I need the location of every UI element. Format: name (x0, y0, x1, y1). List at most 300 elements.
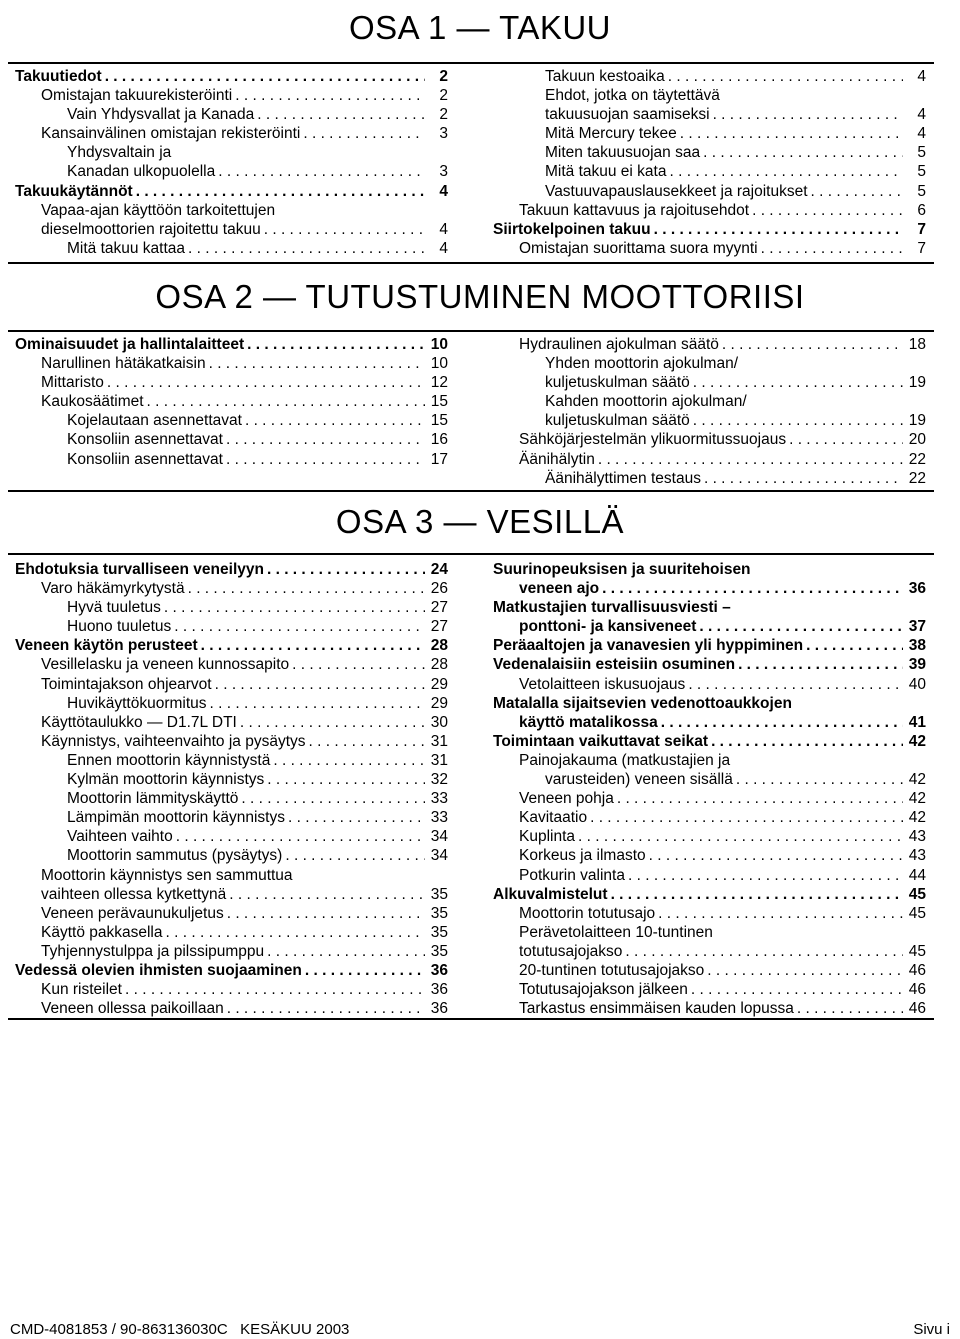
section-3-bottom-rule (8, 1018, 934, 1020)
toc-entry[interactable] (15, 923, 448, 942)
toc-entry-page: 4 (439, 220, 448, 238)
toc-entry-page: 34 (430, 847, 448, 865)
section-3-top-rule (8, 553, 934, 555)
toc-entry-page: 4 (917, 106, 926, 124)
toc-entry-title: Alkuvalmistelut (493, 885, 608, 903)
toc-entry[interactable] (493, 430, 926, 449)
toc-entry-title: Moottorin käynnistys sen sammuttua (41, 866, 293, 884)
toc-dot-leader (602, 579, 903, 598)
toc-dot-leader (654, 220, 903, 239)
toc-entry-title: Vedenalaisiin esteisiin osuminen (493, 656, 736, 674)
toc-entry-title: Korkeus ja ilmasto (519, 847, 646, 865)
toc-entry-title: Mitä Mercury tekee (545, 125, 677, 143)
toc-entry-page: 36 (430, 961, 448, 979)
toc-entry[interactable] (493, 392, 926, 411)
toc-entry-page: 22 (908, 469, 926, 487)
toc-entry-title: Ominaisuudet ja hallintalaitteet (15, 336, 245, 353)
toc-entry-page: 36 (430, 1000, 448, 1018)
toc-dot-leader (105, 67, 425, 86)
toc-entry[interactable] (493, 86, 926, 105)
toc-dot-leader (188, 239, 425, 258)
toc-dot-leader (227, 904, 425, 923)
toc-entry[interactable] (15, 942, 448, 961)
toc-entry-title: takuusuojan saamiseksi (545, 106, 710, 124)
toc-entry-title: Kavitaatio (519, 809, 588, 827)
toc-dot-leader (789, 430, 903, 449)
toc-entry-title: totutusajojakso (519, 942, 623, 960)
toc-entry-title: kuljetuskulman säätö (545, 374, 690, 392)
toc-entry[interactable] (15, 392, 448, 411)
toc-entry-page: 40 (908, 675, 926, 693)
toc-dot-leader (688, 675, 903, 694)
toc-entry[interactable] (493, 713, 926, 732)
toc-dot-leader (806, 636, 903, 655)
toc-entry-title: Veneen pohja (519, 790, 614, 808)
toc-entry[interactable] (493, 579, 926, 598)
toc-entry[interactable] (15, 617, 448, 636)
toc-entry[interactable] (15, 143, 448, 162)
toc-entry-title: Moottorin totutusajo (519, 904, 656, 922)
toc-entry-page: 43 (908, 828, 926, 846)
toc-entry-title: Peräaaltojen ja vanavesien yli hyppiminen (493, 637, 804, 655)
toc-entry[interactable] (493, 808, 926, 827)
toc-entry[interactable] (493, 373, 926, 392)
toc-entry-page: 5 (917, 182, 926, 200)
toc-entry[interactable] (493, 980, 926, 999)
toc-entry[interactable] (493, 827, 926, 846)
toc-entry-page: 30 (430, 713, 448, 731)
toc-dot-leader (267, 560, 425, 579)
toc-entry-page: 43 (908, 847, 926, 865)
toc-entry-page: 22 (908, 450, 926, 468)
section-2-top-rule (8, 330, 934, 332)
toc-dot-leader (736, 770, 903, 789)
toc-entry[interactable] (15, 182, 448, 201)
toc-dot-leader (240, 713, 425, 732)
toc-entry-page: 34 (430, 828, 448, 846)
toc-entry[interactable] (15, 846, 448, 865)
toc-entry[interactable] (15, 770, 448, 789)
toc-entry-page: 46 (908, 961, 926, 979)
toc-dot-leader (752, 201, 903, 220)
toc-entry-title: Varo häkämyrkytystä (41, 580, 185, 598)
toc-entry-title: Takuun kestoaika (545, 68, 665, 85)
toc-dot-leader (668, 67, 903, 86)
toc-entry-title: Takuutiedot (15, 68, 102, 85)
toc-entry[interactable] (493, 560, 926, 579)
toc-entry[interactable] (15, 866, 448, 885)
toc-entry-page: 28 (430, 656, 448, 674)
toc-entry[interactable] (493, 655, 926, 674)
toc-entry-title: Äänihälyttimen testaus (545, 469, 701, 487)
toc-entry-title: Kun risteilet (41, 981, 122, 999)
toc-entry-title: Suurinopeuksisen ja suuritehoisen (493, 561, 751, 578)
toc-entry-title: Käynnistys, vaihteenvaihto ja pysäytys (41, 732, 306, 750)
toc-entry[interactable] (15, 354, 448, 373)
toc-entry-page: 2 (439, 87, 448, 105)
toc-entry-page: 2 (439, 68, 448, 85)
toc-entry-page: 36 (430, 981, 448, 999)
toc-entry-title: Huono tuuletus (67, 618, 172, 636)
toc-entry[interactable] (15, 999, 448, 1018)
toc-dot-leader (680, 124, 903, 143)
toc-entry-title: Takuun kattavuus ja rajoitusehdot (519, 201, 750, 219)
toc-entry-page: 45 (908, 942, 926, 960)
toc-dot-leader (107, 373, 425, 392)
toc-entry-title: Totutusajojakson jälkeen (519, 981, 688, 999)
toc-entry-page: 35 (430, 885, 448, 903)
toc-dot-leader (273, 751, 425, 770)
toc-entry[interactable] (15, 694, 448, 713)
toc-entry-page: 26 (430, 580, 448, 598)
toc-entry[interactable] (493, 999, 926, 1018)
toc-entry-title: käyttö matalikossa (519, 713, 658, 731)
toc-entry-page: 46 (908, 1000, 926, 1018)
toc-entry-title: Kylmän moottorin käynnistys (67, 771, 265, 789)
toc-dot-leader (235, 86, 425, 105)
toc-entry[interactable] (15, 579, 448, 598)
toc-entry-title: Vastuuvapauslausekkeet ja rajoitukset (545, 182, 808, 200)
toc-entry-title: Toimintaan vaikuttavat seikat (493, 732, 709, 750)
section-2-bottom-rule (8, 490, 934, 492)
toc-dot-leader (247, 335, 425, 354)
toc-dot-leader (628, 866, 903, 885)
toc-entry-page: 42 (908, 790, 926, 808)
toc-entry-page: 4 (917, 68, 926, 85)
toc-entry-title: Lämpimän moottorin käynnistys (67, 809, 285, 827)
toc-dot-leader (288, 808, 425, 827)
toc-entry[interactable] (493, 335, 926, 354)
toc-entry[interactable] (15, 961, 448, 980)
toc-entry-page: 42 (908, 771, 926, 789)
toc-dot-leader (176, 827, 425, 846)
toc-entry[interactable] (15, 86, 448, 105)
toc-entry-page: 39 (908, 656, 926, 674)
toc-entry-page: 37 (908, 618, 926, 636)
toc-dot-leader (711, 732, 903, 751)
toc-entry-title: Kanadan ulkopuolella (67, 163, 216, 181)
toc-entry-page: 29 (430, 694, 448, 712)
toc-entry-title: Käyttötaulukko — D1.7L DTI (41, 713, 237, 731)
toc-entry-title: Matalalla sijaitsevien vedenottoaukkojen (493, 694, 792, 712)
toc-dot-leader (707, 961, 903, 980)
toc-dot-leader (704, 469, 903, 488)
toc-entry-title: dieselmoottorien rajoitettu takuu (41, 220, 261, 238)
toc-entry[interactable] (493, 469, 926, 488)
toc-entry[interactable] (493, 675, 926, 694)
toc-entry-page: 42 (908, 809, 926, 827)
toc-entry[interactable] (15, 560, 448, 579)
toc-entry-title: Takuukäytännöt (15, 182, 133, 200)
toc-entry-page: 18 (908, 336, 926, 353)
toc-entry-title: Siirtokelpoinen takuu (493, 220, 651, 238)
toc-dot-leader (590, 808, 903, 827)
toc-entry[interactable] (15, 335, 448, 354)
toc-entry[interactable] (15, 980, 448, 999)
toc-dot-leader (136, 182, 425, 201)
toc-entry-page: 27 (430, 618, 448, 636)
toc-entry[interactable] (493, 201, 926, 220)
toc-entry[interactable] (15, 885, 448, 904)
toc-entry-title: Omistajan suorittama suora myynti (519, 239, 758, 257)
toc-entry-title: Kansainvälinen omistajan rekisteröinti (41, 125, 301, 143)
toc-dot-leader (578, 827, 903, 846)
toc-entry-title: Mitä takuu kattaa (67, 239, 186, 257)
toc-dot-leader (693, 373, 903, 392)
section-3-left-column (15, 560, 448, 1018)
toc-entry[interactable] (493, 124, 926, 143)
toc-dot-leader (285, 846, 425, 865)
toc-dot-leader (210, 694, 425, 713)
toc-entry-page: 32 (430, 771, 448, 789)
toc-entry[interactable] (15, 636, 448, 655)
toc-entry-title: Vesillelasku ja veneen kunnossapito (41, 656, 290, 674)
toc-entry[interactable] (493, 67, 926, 86)
toc-entry[interactable] (493, 770, 926, 789)
toc-entry-title: Kojelautaan asennettavat (67, 412, 242, 430)
toc-entry[interactable] (15, 373, 448, 392)
toc-entry-page: 45 (908, 904, 926, 922)
toc-entry-title: Vapaa-ajan käyttöön tarkoitettujen (41, 201, 276, 219)
toc-entry-page: 36 (908, 580, 926, 598)
toc-entry[interactable] (15, 450, 448, 469)
section-1-right-column (493, 67, 926, 258)
toc-entry-title: Veneen perävaunukuljetus (41, 904, 224, 922)
toc-entry-title: veneen ajo (519, 580, 600, 598)
toc-entry[interactable] (493, 182, 926, 201)
toc-entry-title: Hydraulinen ajokulman säätö (519, 336, 719, 353)
toc-entry[interactable] (493, 866, 926, 885)
toc-entry[interactable] (15, 239, 448, 258)
toc-entry-title: varusteiden) veneen sisällä (545, 771, 733, 789)
toc-dot-leader (226, 430, 425, 449)
toc-entry[interactable] (15, 904, 448, 923)
toc-dot-leader (699, 617, 903, 636)
toc-entry[interactable] (493, 105, 926, 124)
section-1-bottom-rule (8, 262, 934, 264)
toc-entry[interactable] (15, 598, 448, 617)
toc-entry[interactable] (493, 354, 926, 373)
toc-entry-page: 12 (430, 374, 448, 392)
toc-dot-leader (226, 450, 425, 469)
toc-dot-leader (215, 675, 425, 694)
toc-entry-page: 41 (908, 713, 926, 731)
toc-entry[interactable] (15, 751, 448, 770)
toc-dot-leader (722, 335, 903, 354)
footer-page-number: Sivu i (913, 1321, 950, 1338)
toc-entry-title: Vetolaitteen iskusuojaus (519, 675, 686, 693)
toc-entry-page: 19 (908, 412, 926, 430)
toc-entry-page: 4 (439, 182, 448, 200)
toc-entry-title: Veneen ollessa paikoillaan (41, 1000, 224, 1018)
section-3-title: OSA 3 — VESILLÄ (335, 503, 625, 540)
toc-entry-title: Hyvä tuuletus (67, 599, 161, 617)
toc-entry[interactable] (493, 732, 926, 751)
toc-entry-page: 35 (430, 942, 448, 960)
toc-dot-leader (713, 105, 903, 124)
toc-entry-title: Äänihälytin (519, 450, 595, 468)
toc-dot-leader (201, 636, 425, 655)
toc-dot-leader (147, 392, 425, 411)
toc-dot-leader (649, 846, 903, 865)
toc-entry-title: vaihteen ollessa kytkettynä (41, 885, 227, 903)
toc-entry-title: Yhden moottorin ajokulman/ (545, 355, 739, 373)
toc-entry[interactable] (493, 904, 926, 923)
toc-entry-page: 15 (430, 393, 448, 411)
section-2-left-column (15, 335, 448, 469)
toc-dot-leader (164, 598, 425, 617)
section-1-title: OSA 1 — TAKUU (348, 9, 612, 46)
toc-entry[interactable] (15, 67, 448, 86)
toc-entry-title: Painojakauma (matkustajien ja (519, 751, 731, 769)
toc-entry[interactable] (493, 143, 926, 162)
toc-dot-leader (166, 923, 426, 942)
toc-entry[interactable] (493, 846, 926, 865)
toc-entry-page: 3 (439, 163, 448, 181)
toc-entry[interactable] (493, 239, 926, 258)
toc-entry[interactable] (15, 808, 448, 827)
toc-entry[interactable] (493, 220, 926, 239)
toc-entry-page: 16 (430, 431, 448, 449)
toc-dot-leader (761, 239, 903, 258)
toc-entry[interactable] (15, 201, 448, 220)
toc-entry[interactable] (15, 732, 448, 751)
toc-entry-title: Yhdysvaltain ja (67, 144, 172, 162)
toc-dot-leader (797, 999, 903, 1018)
toc-entry[interactable] (493, 885, 926, 904)
toc-entry-page: 7 (917, 239, 926, 257)
toc-dot-leader (625, 942, 903, 961)
toc-entry[interactable] (493, 598, 926, 617)
toc-entry-title: Narullinen hätäkatkaisin (41, 355, 206, 373)
toc-dot-leader (305, 961, 425, 980)
toc-entry-title: Potkurin valinta (519, 866, 625, 884)
toc-entry-page: 7 (917, 220, 926, 238)
toc-entry-page: 6 (917, 201, 926, 219)
toc-entry[interactable] (15, 124, 448, 143)
toc-entry[interactable] (15, 675, 448, 694)
toc-entry[interactable] (15, 411, 448, 430)
toc-entry-title: Sähköjärjestelmän ylikuormitussuojaus (519, 431, 787, 449)
toc-dot-leader (174, 617, 425, 636)
toc-entry-title: Kuplinta (519, 828, 576, 846)
toc-dot-leader (617, 789, 903, 808)
toc-entry[interactable] (493, 617, 926, 636)
toc-dot-leader (811, 182, 903, 201)
toc-entry-page: 17 (430, 450, 448, 468)
toc-entry[interactable] (15, 827, 448, 846)
toc-entry-title: Veneen käytön perusteet (15, 637, 198, 655)
toc-entry-title: Moottorin lämmityskäyttö (67, 790, 239, 808)
section-2-title: OSA 2 — TUTUSTUMINEN MOOTTORIISI (155, 278, 805, 315)
toc-entry[interactable] (15, 220, 448, 239)
toc-entry[interactable] (15, 713, 448, 732)
toc-dot-leader (209, 354, 425, 373)
toc-entry-page: 15 (430, 412, 448, 430)
toc-entry-title: Ehdotuksia turvalliseen veneilyyn (15, 561, 264, 578)
toc-dot-leader (611, 885, 903, 904)
toc-entry-title: Vain Yhdysvallat ja Kanada (67, 106, 255, 124)
toc-entry-page: 24 (430, 561, 448, 578)
toc-entry-page: 45 (908, 885, 926, 903)
toc-entry[interactable] (15, 789, 448, 808)
toc-entry-page: 3 (439, 125, 448, 143)
toc-entry-title: ponttoni- ja kansiveneet (519, 618, 697, 636)
toc-entry-title: Konsoliin asennettavat (67, 431, 223, 449)
toc-entry-title: Tyhjennystulppa ja pilssipumppu (41, 942, 265, 960)
toc-entry-page: 33 (430, 809, 448, 827)
toc-dot-leader (703, 143, 903, 162)
toc-entry-title: 20-tuntinen totutusajojakso (519, 961, 705, 979)
toc-dot-leader (188, 579, 425, 598)
toc-entry-page: 35 (430, 923, 448, 941)
toc-entry-page: 10 (430, 336, 448, 353)
toc-entry[interactable] (493, 789, 926, 808)
toc-entry[interactable] (493, 751, 926, 770)
toc-entry[interactable] (15, 162, 448, 181)
toc-entry[interactable] (493, 450, 926, 469)
toc-dot-leader (661, 713, 903, 732)
toc-dot-leader (125, 980, 425, 999)
toc-entry[interactable] (493, 942, 926, 961)
toc-entry[interactable] (493, 961, 926, 980)
toc-entry-page: 31 (430, 751, 448, 769)
toc-entry-page: 2 (439, 106, 448, 124)
toc-entry-page: 27 (430, 599, 448, 617)
toc-entry[interactable] (493, 923, 926, 942)
toc-dot-leader (218, 162, 425, 181)
toc-dot-leader (267, 942, 425, 961)
toc-entry-page: 28 (430, 637, 448, 655)
toc-entry-title: Matkustajien turvallisuusviesti – (493, 599, 731, 617)
toc-dot-leader (245, 411, 425, 430)
toc-entry-title: Huvikäyttökuormitus (67, 694, 207, 712)
toc-dot-leader (598, 450, 903, 469)
toc-entry-title: Kahden moottorin ajokulman/ (545, 393, 747, 411)
toc-entry-page: 4 (917, 125, 926, 143)
toc-entry-title: Miten takuusuojan saa (545, 144, 701, 162)
toc-entry-title: Moottorin sammutus (pysäytys) (67, 847, 283, 865)
toc-dot-leader (693, 411, 903, 430)
toc-dot-leader (241, 789, 425, 808)
toc-entry-page: 4 (439, 239, 448, 257)
toc-entry[interactable] (15, 655, 448, 674)
toc-entry-page: 20 (908, 431, 926, 449)
toc-entry[interactable] (493, 411, 926, 430)
toc-entry-page: 42 (908, 732, 926, 750)
toc-dot-leader (309, 732, 426, 751)
toc-entry-title: Vedessä olevien ihmisten suojaaminen (15, 961, 302, 979)
toc-dot-leader (229, 885, 425, 904)
toc-dot-leader (669, 162, 903, 181)
toc-entry-title: Ennen moottorin käynnistystä (67, 751, 271, 769)
toc-entry[interactable] (15, 105, 448, 124)
toc-entry[interactable] (15, 430, 448, 449)
toc-entry-page: 10 (430, 355, 448, 373)
toc-entry-title: Konsoliin asennettavat (67, 450, 223, 468)
toc-entry-page: 46 (908, 981, 926, 999)
toc-entry[interactable] (493, 636, 926, 655)
toc-entry-title: kuljetuskulman säätö (545, 412, 690, 430)
toc-entry-page: 35 (430, 904, 448, 922)
toc-entry-page: 19 (908, 374, 926, 392)
toc-dot-leader (303, 124, 425, 143)
toc-entry[interactable] (493, 694, 926, 713)
toc-dot-leader (264, 220, 425, 239)
toc-dot-leader (738, 655, 903, 674)
toc-entry[interactable] (493, 162, 926, 181)
toc-entry-title: Ehdot, jotka on täytettävä (545, 87, 720, 105)
